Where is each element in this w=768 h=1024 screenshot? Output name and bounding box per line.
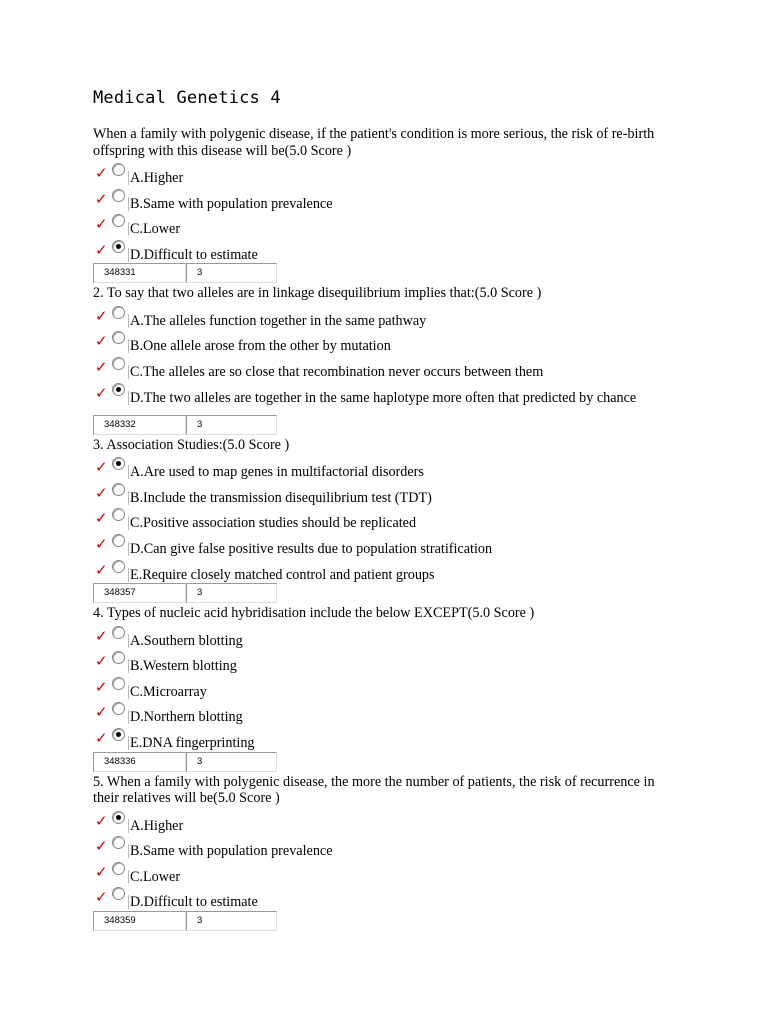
check-mark-icon: ✓	[95, 509, 108, 528]
question-text: 4. Types of nucleic acid hybridisation include the below EXCEPT(5.0 Score )	[93, 605, 535, 622]
check-mark-icon: ✓	[95, 164, 108, 182]
radio-icon[interactable]	[112, 862, 125, 875]
radio-icon[interactable]	[112, 560, 125, 573]
option-label: B.Western blotting	[130, 658, 237, 675]
question-text: 2. To say that two alleles are in linkage disequilibrium implies that:(5.0 Score )	[93, 285, 542, 302]
answer-option[interactable]	[93, 238, 663, 264]
radio-selected-icon[interactable]	[112, 240, 125, 253]
answer-option[interactable]	[93, 675, 663, 701]
answer-id-cell: 348331	[93, 263, 186, 283]
answer-option[interactable]	[93, 161, 663, 187]
option-label: B.Include the transmission disequilibrium test (TDT)	[130, 489, 432, 506]
option-label: A.Are used to map genes in multifactorial disorders	[130, 464, 424, 481]
answer-id-cell: 348332	[93, 415, 186, 435]
option-label: B.Same with population prevalence	[130, 843, 333, 860]
check-mark-icon: ✓	[95, 483, 108, 502]
answer-option[interactable]	[93, 506, 663, 532]
answer-option[interactable]	[93, 809, 663, 835]
answer-option[interactable]	[93, 726, 663, 752]
answer-record-row	[93, 752, 663, 772]
radio-selected-icon[interactable]	[112, 728, 125, 741]
radio-icon[interactable]	[112, 651, 125, 664]
option-label: C.Lower	[130, 868, 181, 885]
answer-value-cell: 3	[186, 583, 277, 603]
answer-option[interactable]	[93, 481, 663, 507]
answer-record-row	[93, 263, 663, 283]
radio-icon[interactable]	[112, 508, 125, 521]
check-mark-icon: ✓	[95, 862, 108, 881]
answer-option[interactable]	[93, 558, 663, 584]
answer-record-row	[93, 415, 663, 435]
answer-value-cell: 3	[186, 263, 277, 283]
check-mark-icon: ✓	[95, 703, 108, 722]
answer-record-row	[93, 911, 663, 931]
check-mark-icon: ✓	[95, 729, 108, 747]
option-label: D.Difficult to estimate	[130, 894, 258, 911]
question-list	[93, 126, 663, 933]
radio-selected-icon[interactable]	[112, 811, 125, 824]
radio-icon[interactable]	[112, 836, 125, 849]
radio-icon[interactable]	[112, 626, 125, 639]
question-block	[93, 126, 663, 283]
option-label: C.Positive association studies should be replicated	[130, 515, 417, 532]
question-text: When a family with polygenic disease, if the patient's condition is more serious, the risk of re-birth offspring with this disease will be(5.0 Score )	[93, 126, 655, 159]
answer-option[interactable]	[93, 304, 663, 330]
answer-value-cell: 3	[186, 752, 277, 772]
answer-option[interactable]	[93, 381, 663, 415]
radio-icon[interactable]	[112, 357, 125, 370]
check-mark-icon: ✓	[95, 458, 108, 477]
option-label: D.Northern blotting	[130, 709, 243, 726]
option-label: B.Same with population prevalence	[130, 195, 333, 212]
question-block	[93, 774, 663, 931]
answer-option[interactable]	[93, 700, 663, 726]
check-mark-icon: ✓	[95, 560, 108, 579]
radio-icon[interactable]	[112, 887, 125, 900]
check-mark-icon: ✓	[95, 837, 108, 856]
answer-option[interactable]	[93, 355, 663, 381]
check-mark-icon: ✓	[95, 332, 108, 351]
question-block	[93, 437, 663, 603]
radio-icon[interactable]	[112, 483, 125, 496]
answer-option[interactable]	[93, 624, 663, 650]
answer-option[interactable]	[93, 212, 663, 238]
option-label: D.Can give false positive results due to population stratification	[130, 540, 493, 557]
answer-option[interactable]	[93, 860, 663, 886]
answer-value-cell: 3	[186, 911, 277, 931]
question-text: 5. When a family with polygenic disease, the more the number of patients, the risk of recurrence in their relatives will be(5.0 Score )	[93, 773, 655, 807]
check-mark-icon: ✓	[95, 358, 108, 377]
answer-option[interactable]	[93, 187, 663, 213]
check-mark-icon: ✓	[95, 626, 108, 645]
option-label: A.Higher	[130, 170, 184, 186]
answer-option[interactable]	[93, 834, 663, 860]
radio-icon[interactable]	[112, 189, 125, 202]
check-mark-icon: ✓	[95, 383, 108, 402]
answer-option[interactable]	[93, 649, 663, 675]
check-mark-icon: ✓	[95, 215, 108, 234]
check-mark-icon: ✓	[95, 677, 108, 696]
radio-icon[interactable]	[112, 677, 125, 690]
option-label: A.Southern blotting	[130, 632, 243, 649]
option-label: C.Lower	[130, 221, 181, 238]
option-label: B.One allele arose from the other by mutation	[130, 338, 391, 355]
radio-selected-icon[interactable]	[112, 383, 125, 396]
check-mark-icon: ✓	[95, 652, 108, 671]
radio-icon[interactable]	[112, 163, 125, 176]
option-label: A.Higher	[130, 817, 184, 834]
option-label: A.The alleles function together in the same pathway	[130, 312, 427, 329]
answer-option[interactable]	[93, 329, 663, 355]
question-text: 3. Association Studies:(5.0 Score )	[93, 436, 290, 453]
option-label: D.Difficult to estimate	[130, 246, 258, 263]
option-label: E.DNA fingerprinting	[130, 735, 255, 751]
check-mark-icon: ✓	[95, 306, 108, 325]
radio-icon[interactable]	[112, 534, 125, 547]
page-title: Medical Genetics 4	[93, 88, 281, 108]
answer-id-cell: 348357	[93, 583, 186, 603]
radio-icon[interactable]	[112, 702, 125, 715]
answer-id-cell: 348336	[93, 752, 186, 772]
check-mark-icon: ✓	[95, 888, 108, 907]
check-mark-icon: ✓	[95, 811, 108, 830]
answer-option[interactable]	[93, 885, 663, 911]
answer-id-cell: 348359	[93, 911, 186, 931]
answer-value-cell: 3	[186, 415, 277, 435]
option-label: C.The alleles are so close that recombination never occurs between them	[130, 364, 544, 381]
check-mark-icon: ✓	[95, 240, 108, 259]
radio-icon[interactable]	[112, 214, 125, 227]
answer-option[interactable]	[93, 455, 663, 481]
option-label: C.Microarray	[130, 683, 207, 700]
question-block	[93, 285, 663, 434]
answer-option[interactable]	[93, 532, 663, 558]
radio-selected-icon[interactable]	[112, 457, 125, 470]
radio-icon[interactable]	[112, 331, 125, 344]
check-mark-icon: ✓	[95, 534, 108, 553]
option-label: D.The two alleles are together in the same haplotype more often that predicted by chance	[130, 389, 637, 406]
question-block	[93, 605, 663, 771]
radio-icon[interactable]	[112, 306, 125, 319]
answer-record-row	[93, 583, 663, 603]
check-mark-icon: ✓	[95, 189, 108, 208]
option-label: E.Require closely matched control and patient groups	[130, 566, 435, 583]
